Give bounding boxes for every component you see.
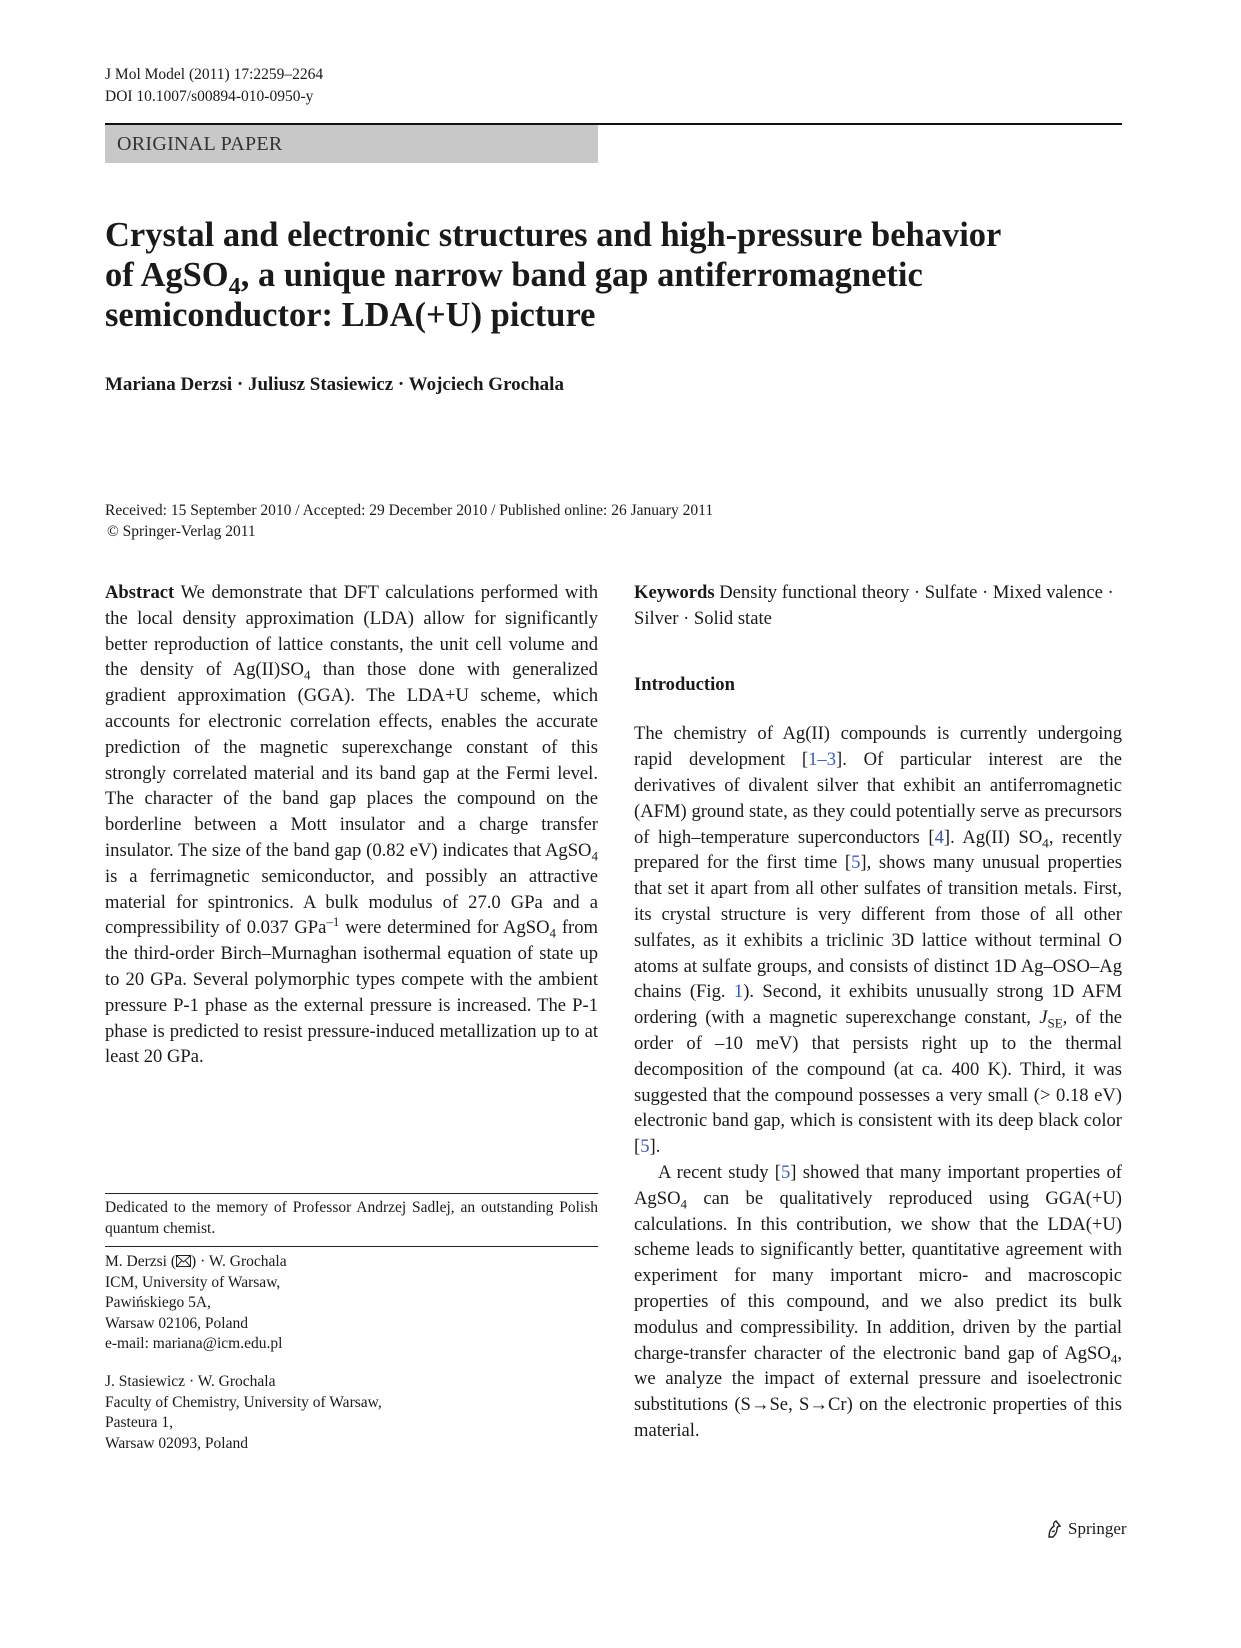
- figure-link[interactable]: 1: [733, 981, 744, 1003]
- keywords: Keywords Density functional theory · Sulfate · Mixed valence · Silver · Solid state: [634, 582, 1114, 629]
- keywords-label: Keywords: [634, 582, 715, 603]
- title-line-3: semiconductor: LDA(+U) picture: [105, 296, 596, 334]
- abstract-paragraph: Abstract We demonstrate that DFT calculations performed with the local density approximation (LDA) allow for significantly better reproduction of lattice constants, the unit cell volume and the density of $Ag(II)SO_4$ than those done with generalized gradient approximation (GGA). The LDA+U scheme, which accounts for electronic correlation effects, enables the accurate prediction of the magnetic superexchange constant of this strongly correlated material and its band gap at the Fermi level. The character of the band gap places the compound on the borderline between a Mott insulator and a charge transfer insulator. The size of the band gap (0.82 eV) indicates that AgSO$_4$ is a ferrimagnetic semiconductor, and possibly an attractive material for spintronics. A bulk modulus of 27.0 GPa and a compressibility of 0.037 GPa$^{-1}$ were determined for AgSO$_4$ from the third-order Birch–Murnaghan isothermal equation of state up to 20 GPa. Several polymorphic types compete with the ambient pressure P-1 phase as the external pressure is increased. The P-1 phase is predicted to resist pressure-induced metallization up to at least 20 GPa.: [105, 582, 598, 1068]
- section-label-box: [105, 125, 598, 163]
- affiliation-1-line: Warsaw 02106, Poland: [105, 1314, 248, 1332]
- citation-link[interactable]: 5: [640, 1136, 650, 1158]
- affiliation-1-line: Pawińskiego 5A,: [105, 1294, 211, 1311]
- intro-paragraph-2: A recent study [5] showed that many important properties of AgSO$_4$ can be qualitatively reproduced using GGA(+U) calculations. In this contribution, we show that the LDA(+U) scheme leads to significantly better, quantitative agreement with experiment for many important micro- and macroscopic properties of this compound, and we also predict its bulk modulus and compressibility. In addition, driven by the partial charge-transfer character of the electronic band gap of AgSO$_4$, we analyze the impact of external pressure and isoelectronic substitutions (S→Se, S→Cr) on the electronic properties of this material.: [634, 1161, 1122, 1441]
- journal-doi: DOI 10.1007/s00894-010-0950-y: [105, 88, 314, 105]
- introduction-heading: Introduction: [634, 673, 735, 695]
- affiliation-2: [105, 1372, 598, 1454]
- right-column: [634, 580, 1122, 1444]
- title-line-2: of AgSO$_4$, a unique narrow band gap antiferromagnetic: [105, 256, 923, 300]
- affiliation-2-names: J. Stasiewicz · W. Grochala: [105, 1373, 276, 1390]
- affiliation-2-line: Faculty of Chemistry, University of Warsaw,: [105, 1393, 382, 1411]
- intro-paragraph-1: The chemistry of Ag(II) compounds is currently undergoing rapid development [1–3]. Of particular interest are the derivatives of divalent silver that exhibit an antiferromagnetic (AFM) ground state, as they could potentially serve as precursors of high–temperature superconductors [4]. Ag(II) $SO_4$, recently prepared for the first time [5], shows many unusual properties that set it apart from all other sulfates of transition metals. First, its crystal structure is very different from those of all other sulfates, as it exhibits a triclinic 3D lattice without terminal O atoms at sulfate groups, and consists of distinct 1D Ag–OSO–Ag chains (Fig. 1). Second, it exhibits unusually strong 1D AFM ordering (with a magnetic superexchange constant, $J_{SE}$, of the order of –10 meV) that persists right up to the thermal decomposition of the compound (at ca. 400 K). Third, it was suggested that the compound possesses a very small (> 0.18 eV) electronic band gap, which is consistent with its deep black color [5].: [634, 723, 1123, 1158]
- affiliation-2-line: Pasteura 1,: [105, 1414, 174, 1431]
- footnote-rule-2: [105, 1246, 598, 1247]
- copyright: © Springer-Verlag 2011: [107, 523, 256, 540]
- abstract-column: [105, 580, 598, 1070]
- citation-link[interactable]: 5: [781, 1161, 791, 1183]
- history-dates: Received: 15 September 2010 / Accepted: 29 December 2010 / Published online: 26 January 2011: [105, 502, 714, 519]
- paper-title: [105, 215, 1122, 335]
- journal-header: [105, 64, 323, 108]
- envelope-icon[interactable]: [176, 1253, 191, 1270]
- author-list: Mariana Derzsi · Juliusz Stasiewicz · Wojciech Grochala: [105, 374, 564, 395]
- citation-link[interactable]: 5: [851, 852, 861, 874]
- affiliation-1-names: M. Derzsi ( ) · W. Grochala: [105, 1253, 287, 1270]
- springer-horse-icon: [1045, 1519, 1063, 1539]
- title-line-1: Crystal and electronic structures and high-pressure behavior: [105, 216, 1002, 254]
- affiliation-1: [105, 1252, 598, 1355]
- journal-citation: J Mol Model (2011) 17:2259–2264: [105, 66, 324, 83]
- publisher-name: Springer: [1068, 1519, 1127, 1538]
- publication-dates: [105, 500, 713, 542]
- affiliation-1-line: ICM, University of Warsaw,: [105, 1273, 281, 1291]
- springer-logo: [1045, 1519, 1127, 1539]
- citation-link[interactable]: 1–3: [808, 749, 836, 771]
- footnote-rule-1: [105, 1193, 598, 1194]
- dedication-note: Dedicated to the memory of Professor Andrzej Sadlej, an outstanding Polish quantum chemist.: [105, 1199, 598, 1237]
- email-link[interactable]: e-mail: mariana@icm.edu.pl: [105, 1335, 283, 1352]
- affiliation-2-line: Warsaw 02093, Poland: [105, 1434, 248, 1452]
- section-label: ORIGINAL PAPER: [117, 133, 283, 155]
- citation-link[interactable]: 4: [934, 826, 944, 848]
- abstract-label: Abstract: [105, 582, 175, 603]
